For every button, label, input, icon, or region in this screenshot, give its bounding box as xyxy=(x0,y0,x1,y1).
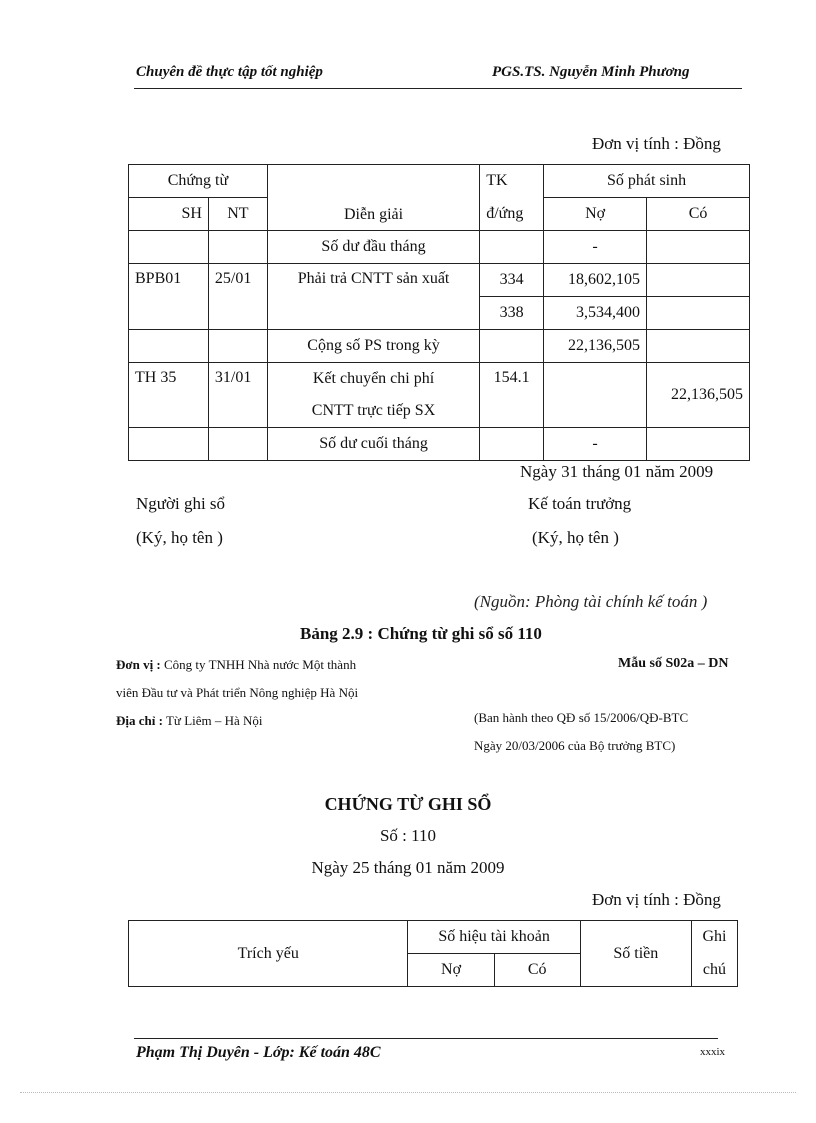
col-diengiai: Diễn giải xyxy=(267,165,479,231)
cell-tk: 338 xyxy=(480,297,544,330)
cell-tk: 334 xyxy=(480,264,544,297)
voucher-header-row-1 xyxy=(129,921,738,954)
donvi-line-1: Công ty TNHH Nhà nước Một thành xyxy=(164,657,357,672)
cell-diengiai: Phải trả CNTT sản xuất xyxy=(267,264,479,330)
cell-tk: 154.1 xyxy=(480,363,544,428)
page-edge xyxy=(20,1092,796,1093)
cell-no: 22,136,505 xyxy=(544,330,647,363)
issued-block xyxy=(474,704,688,760)
ledger-header-row-1 xyxy=(129,165,750,198)
signer-right-note: (Ký, họ tên ) xyxy=(532,528,619,547)
voucher-number: Số : 110 xyxy=(379,826,437,845)
table-row xyxy=(129,363,750,428)
diachi-label: Địa chỉ : xyxy=(116,713,163,728)
ledger-table xyxy=(128,164,750,461)
table-row xyxy=(129,264,750,297)
signer-right-title: Kế toán trưởng xyxy=(528,494,632,513)
cell-no: - xyxy=(544,231,647,264)
col-ghi: Ghi xyxy=(691,921,737,954)
cell-diengiai-line-2: CNTT trực tiếp SX xyxy=(311,402,436,419)
table-row xyxy=(129,231,750,264)
form-number: Mẫu số S02a – DN xyxy=(618,656,729,671)
cell-diengiai-line-1: Kết chuyển chi phí xyxy=(312,370,435,387)
voucher-table xyxy=(128,920,738,987)
table-row xyxy=(129,330,750,363)
donvi-label: Đơn vị : xyxy=(116,657,161,672)
source-note: (Nguồn: Phòng tài chính kế toán ) xyxy=(474,592,708,611)
unit-info-block xyxy=(116,651,456,735)
cell-sh: TH 35 xyxy=(129,363,209,428)
col-sophatsinh: Số phát sinh xyxy=(544,165,750,198)
col-tk: TK xyxy=(480,165,544,198)
cell-no: - xyxy=(544,428,647,461)
cell-diengiai: Số dư cuối tháng xyxy=(267,428,479,461)
cell-diengiai: Cộng số PS trong kỳ xyxy=(267,330,479,363)
col-sohieu: Số hiệu tài khoản xyxy=(408,921,580,954)
col-co: Có xyxy=(647,198,750,231)
col-sotien: Số tiền xyxy=(580,921,691,987)
voucher-date: Ngày 25 tháng 01 năm 2009 xyxy=(311,858,505,877)
table-caption: Bảng 2.9 : Chứng từ ghi sổ số 110 xyxy=(300,624,542,643)
header-left: Chuyên đề thực tập tốt nghiệp xyxy=(136,64,323,80)
table-row xyxy=(129,428,750,461)
col-chungtu: Chứng từ xyxy=(129,165,268,198)
issued-line-2: Ngày 20/03/2006 của Bộ trưởng BTC) xyxy=(474,738,676,753)
col-dung: đ/ứng xyxy=(480,198,544,231)
header-rule xyxy=(134,88,742,89)
diachi-value: Từ Liêm – Hà Nội xyxy=(165,713,263,728)
cell-nt: 31/01 xyxy=(208,363,267,428)
col-co: Có xyxy=(494,954,580,987)
header-right: PGS.TS. Nguyễn Minh Phương xyxy=(492,64,690,80)
footer-rule xyxy=(134,1038,718,1039)
cell-no: 18,602,105 xyxy=(544,264,647,297)
donvi-line-2: viên Đầu tư và Phát triển Nông nghiệp Hà Nội xyxy=(116,685,359,700)
footer-author: Phạm Thị Duyên - Lớp: Kế toán 48C xyxy=(136,1044,381,1061)
col-chu: chú xyxy=(691,954,737,987)
col-no: Nợ xyxy=(408,954,494,987)
col-trichyeu: Trích yếu xyxy=(129,921,408,987)
page-number: xxxix xyxy=(700,1046,726,1058)
signer-left-title: Người ghi sổ xyxy=(136,494,226,513)
cell-diengiai xyxy=(267,363,479,428)
col-nt: NT xyxy=(208,198,267,231)
cell-no: 3,534,400 xyxy=(544,297,647,330)
voucher-title: CHỨNG TỪ GHI SỔ xyxy=(324,794,492,814)
cell-co: 22,136,505 xyxy=(647,363,750,428)
date-line: Ngày 31 tháng 01 năm 2009 xyxy=(520,462,714,481)
unit-label-top: Đơn vị tính : Đồng xyxy=(592,134,721,153)
issued-line-1: (Ban hành theo QĐ số 15/2006/QĐ-BTC xyxy=(474,710,689,725)
col-no: Nợ xyxy=(544,198,647,231)
signer-left-note: (Ký, họ tên ) xyxy=(136,528,223,547)
col-sh: SH xyxy=(129,198,209,231)
cell-diengiai: Số dư đầu tháng xyxy=(267,231,479,264)
cell-nt: 25/01 xyxy=(208,264,267,330)
cell-sh: BPB01 xyxy=(129,264,209,330)
unit-label-bottom: Đơn vị tính : Đồng xyxy=(592,890,721,909)
